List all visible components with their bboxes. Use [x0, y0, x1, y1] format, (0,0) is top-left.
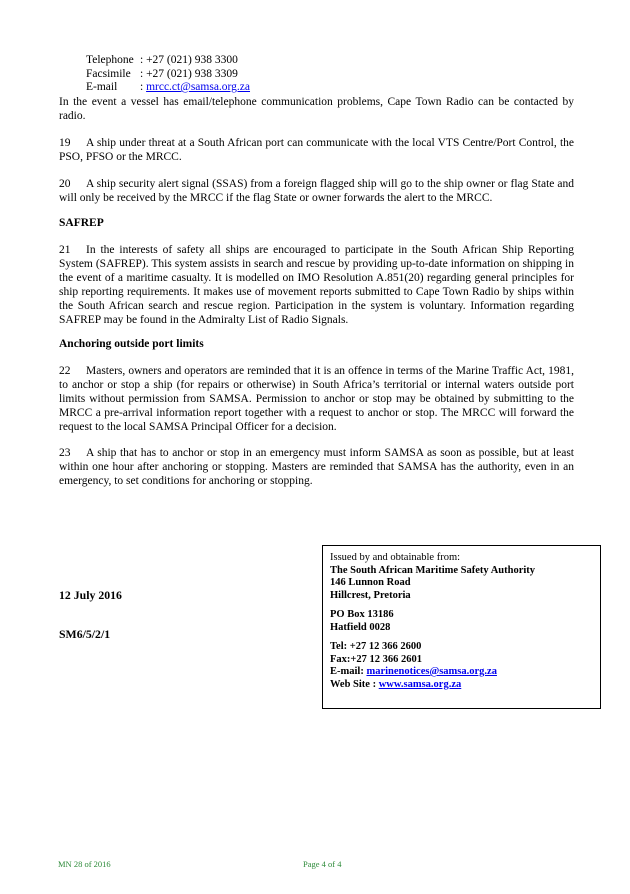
- paragraph-number: 23: [59, 447, 71, 459]
- paragraph-21: [59, 243, 574, 327]
- paragraph-22: [59, 364, 574, 434]
- spacer: [330, 634, 592, 641]
- issue-date: 12 July 2016: [59, 588, 122, 602]
- email-row: [86, 81, 250, 95]
- facsimile-label: Facsimile: [86, 67, 131, 80]
- paragraph-19: [59, 136, 574, 164]
- issuer-email-row: [330, 666, 592, 679]
- paragraph-text: Masters, owners and operators are reminded that it is an offence in terms of the Marine Traffic Act, 1981, to anchor or stop a ship (for repairs or otherwise) in South Africa’s territorial or internal waters outside port limits without permission from SAMSA. Permission to anchor or stop may be obtained by submitting to the MRCC a pre-arrival information report together with a request to anchor or stop. The MRCC will forward the request to the local SAMSA Principal Officer for a decision.: [59, 365, 574, 433]
- issuer-organisation: The South African Maritime Safety Authority: [330, 564, 536, 576]
- reference-number: SM6/5/2/1: [59, 627, 111, 641]
- telephone-label: Telephone: [86, 54, 134, 66]
- issuer-website-label: Web Site :: [330, 678, 379, 690]
- paragraph-20: [59, 177, 574, 205]
- paragraph-text: A ship that has to anchor or stop in an emergency must inform SAMSA as soon as possible, but at least within one hour after anchoring or stopping. Masters are reminded that SAMSA has the authority, even in an emergency, to set conditions for anchoring or stopping.: [59, 447, 574, 487]
- issuer-po-box: PO Box 13186: [330, 609, 394, 620]
- paragraph-number: 21: [59, 244, 71, 256]
- safrep-heading: SAFREP: [59, 217, 104, 229]
- radio-note: In the event a vessel has email/telephone communication problems, Cape Town Radio can be contacted by radio.: [59, 96, 574, 122]
- facsimile-value: : +27 (021) 938 3309: [140, 67, 238, 80]
- mrcc-email-link[interactable]: mrcc.ct@samsa.org.za: [146, 81, 251, 93]
- issuer-fax: Fax:+27 12 366 2601: [330, 653, 423, 665]
- email-label: E-mail: [86, 81, 118, 93]
- mrcc-contact-block: [86, 54, 250, 95]
- telephone-value: : +27 (021) 938 3300: [140, 54, 238, 66]
- issuer-street: 146 Lunnon Road: [330, 577, 411, 588]
- anchoring-heading: Anchoring outside port limits: [59, 338, 204, 350]
- issued-by-intro: Issued by and obtainable from:: [330, 552, 461, 563]
- paragraph-23: [59, 446, 574, 488]
- footer-notice-number: MN 28 of 2016: [58, 859, 111, 869]
- facsimile-row: [86, 68, 250, 82]
- issuer-email-link[interactable]: marinenotices@samsa.org.za: [366, 666, 497, 677]
- footer-page-number: Page 4 of 4: [303, 859, 342, 869]
- issuer-website-link[interactable]: www.samsa.org.za: [378, 678, 462, 690]
- paragraph-text: A ship under threat at a South African port can communicate with the local VTS Centre/Port Control, the PSO, PFSO or the MRCC.: [59, 137, 574, 163]
- telephone-row: [86, 54, 250, 68]
- issuer-email-label: E-mail:: [330, 666, 367, 677]
- paragraph-number: 22: [59, 365, 71, 377]
- issued-by-box: [322, 545, 601, 709]
- issuer-suburb: Hillcrest, Pretoria: [330, 589, 411, 601]
- spacer: [330, 602, 592, 609]
- paragraph-text: In the interests of safety all ships are encouraged to participate in the South African Ship Reporting System (SAFREP). This system assists in search and rescue by providing up-to-date information on shipping in the event of a maritime casualty. It is modelled on IMO Resolution A.851(20) regarding general principles for ship reporting requirements. It makes use of movement reports submitted to Cape Town Radio by ships within the South African search and rescue region. Participation in the system is voluntary. Information regarding SAFREP may be found in the Admiralty List of Radio Signals.: [59, 244, 574, 326]
- issuer-telephone: Tel: +27 12 366 2600: [330, 641, 422, 652]
- paragraph-number: 20: [59, 178, 71, 190]
- paragraph-number: 19: [59, 137, 71, 149]
- paragraph-text: A ship security alert signal (SSAS) from a foreign flagged ship will go to the ship owner or flag State and will only be received by the MRCC if the flag State or owner forwards the alert to the MRCC.: [59, 178, 574, 204]
- issuer-po-area: Hatfield 0028: [330, 621, 391, 633]
- email-separator: :: [140, 81, 147, 93]
- issuer-website-row: [330, 679, 592, 692]
